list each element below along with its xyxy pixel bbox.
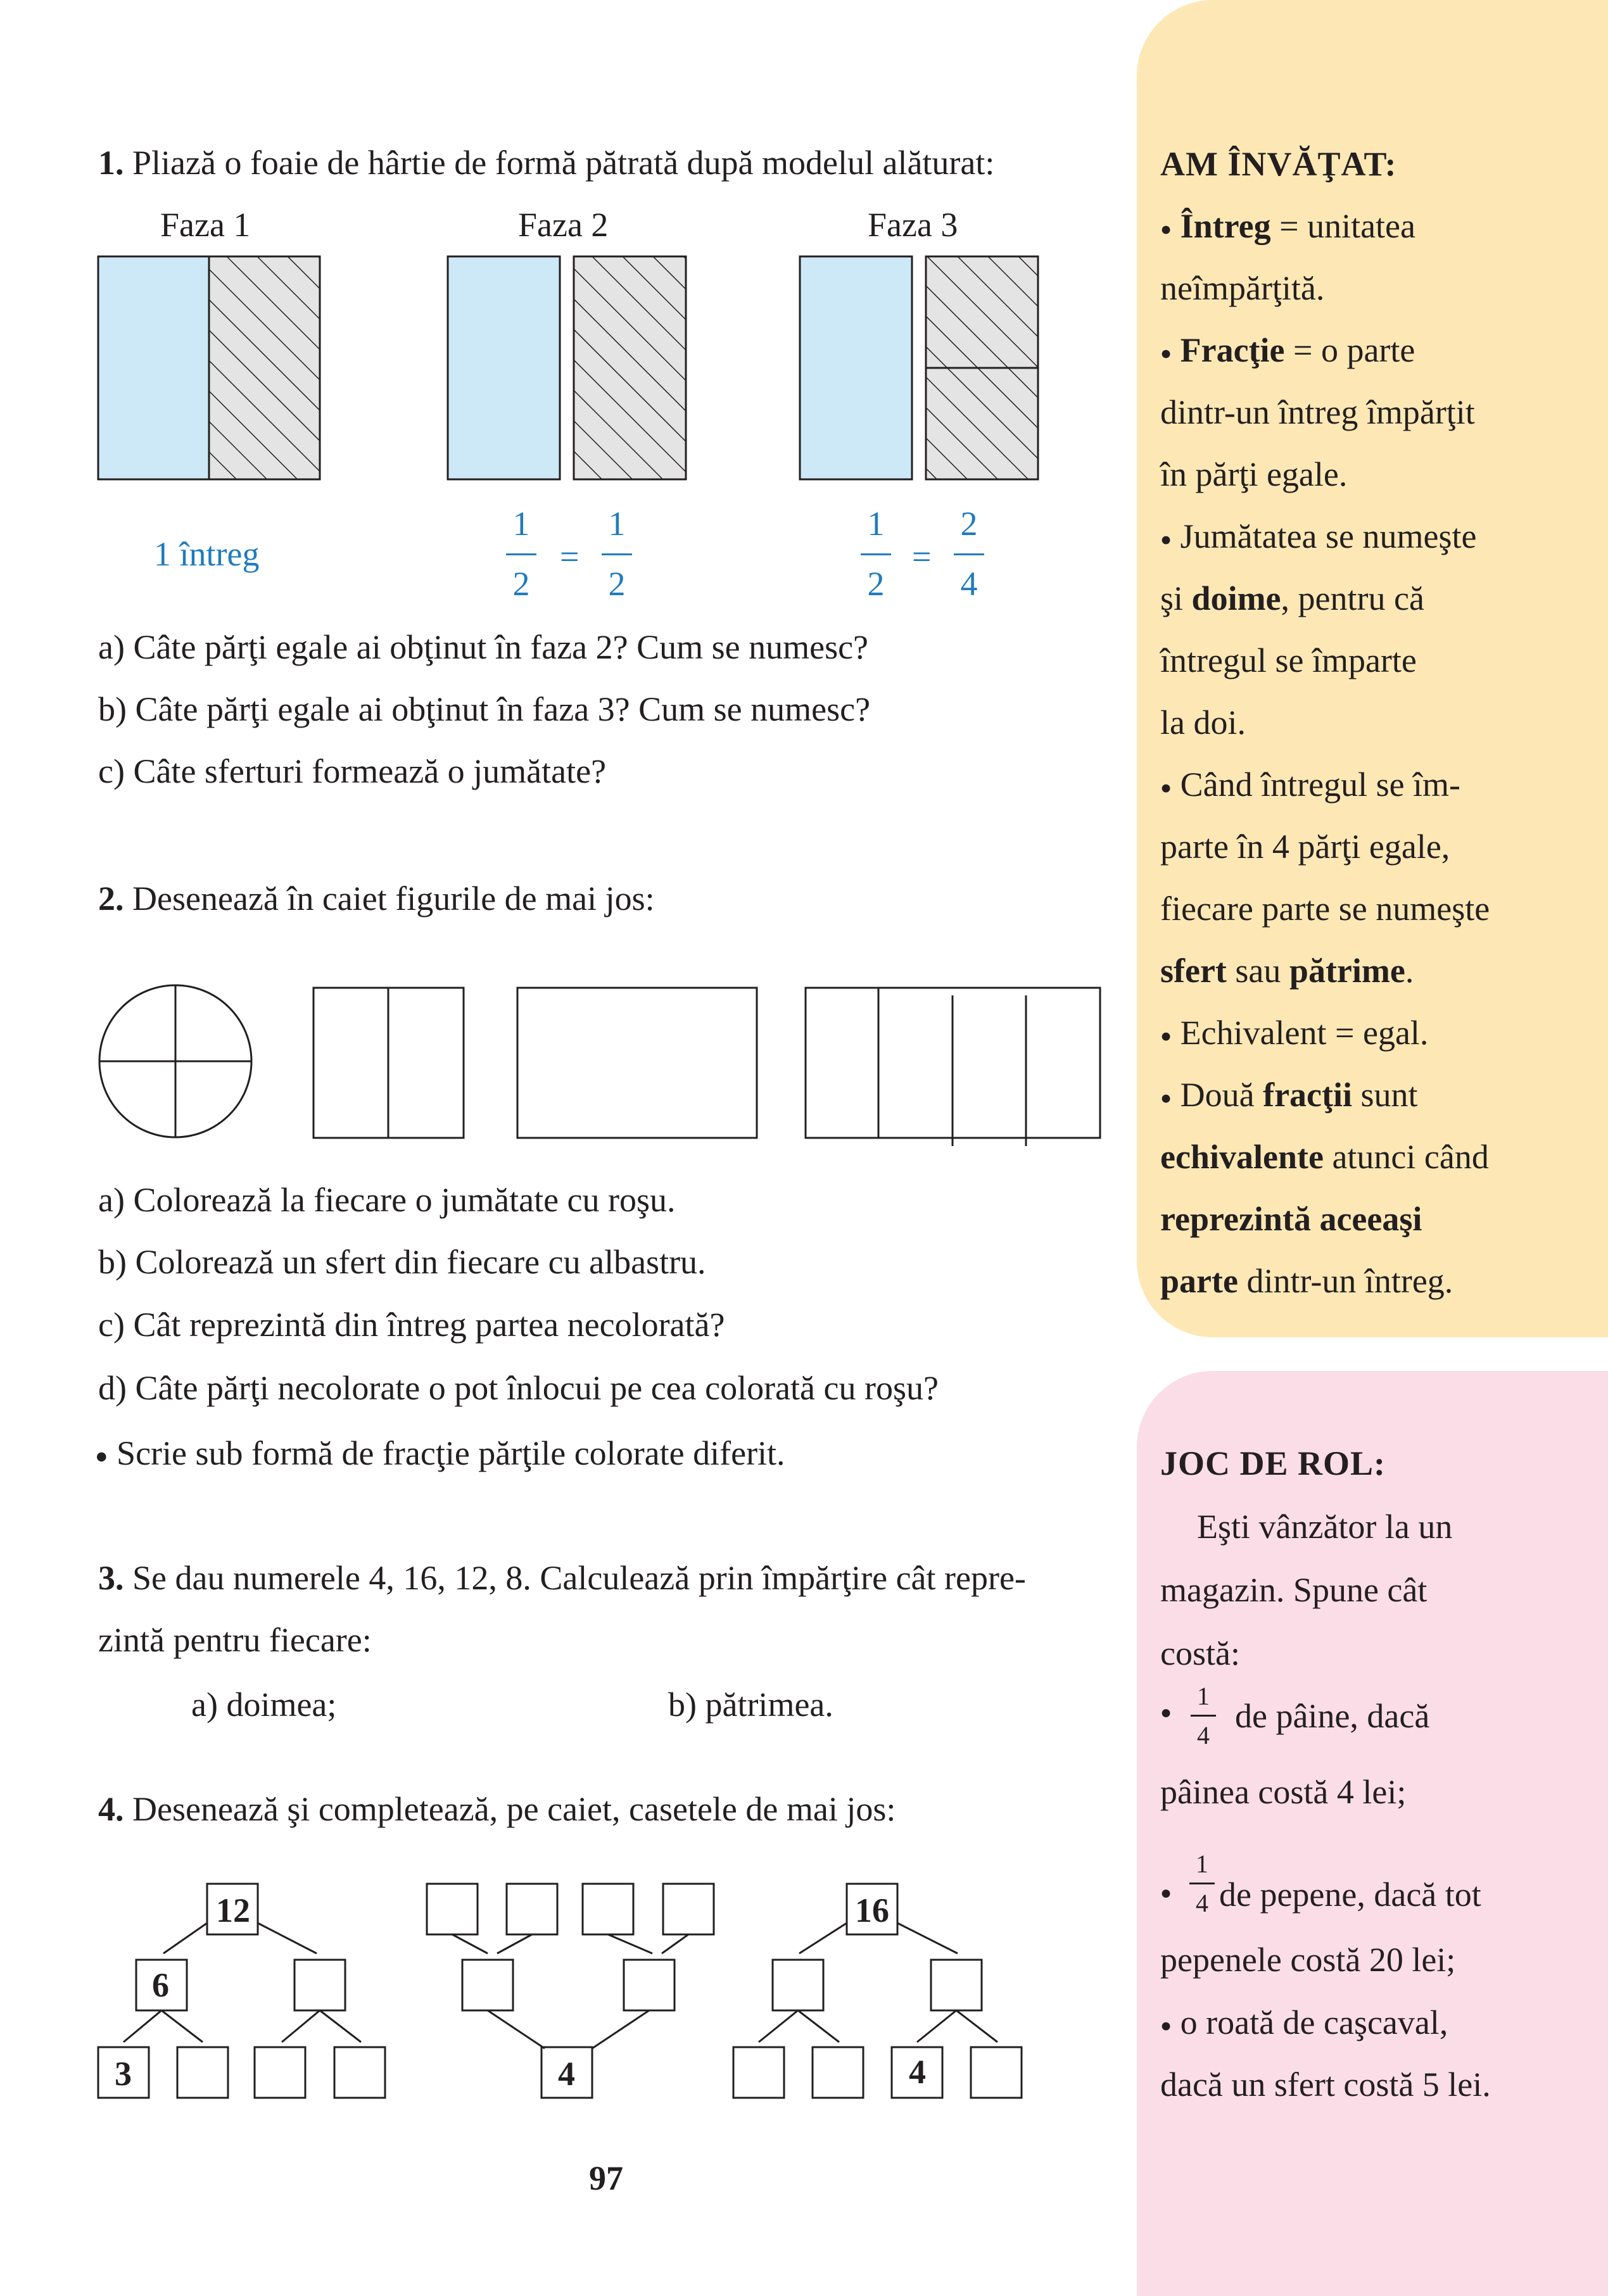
- tree3-leaf-value: 4: [909, 2053, 926, 2091]
- bullet-icon: ●: [1160, 343, 1172, 364]
- ex4-number: 4.: [98, 1790, 124, 1828]
- role-line: Eşti vânzător la un: [1197, 1508, 1453, 1546]
- learned-line: ● Întreg = unitatea: [1160, 207, 1415, 245]
- equals-sign: =: [912, 538, 932, 576]
- page-number: 97: [589, 2159, 623, 2197]
- learned-line: parte dintr-un întreg.: [1160, 1262, 1453, 1300]
- bullet-icon: ●: [1160, 777, 1172, 798]
- learned-line: dintr-un întreg împărţit: [1160, 393, 1475, 431]
- ex1-number: 1.: [98, 144, 124, 182]
- ex1-text: Pliază o foaie de hârtie de formă pătrată după modelul alăturat:: [123, 144, 995, 182]
- ex3-instruction: [98, 1561, 1026, 1595]
- tree1-mid-value: 6: [152, 1966, 169, 2004]
- ex2-divided-rectangle: [806, 988, 1100, 1146]
- ex4-text: Desenează şi completează, pe caiet, casetele de mai jos:: [123, 1790, 896, 1828]
- ex2-instruction: [98, 881, 655, 916]
- ex3-option-a: a) doimea;: [191, 1686, 337, 1724]
- learned-line: la doi.: [1160, 703, 1246, 741]
- learned-line: fiecare parte se numeşte: [1160, 890, 1490, 928]
- phase1-label: Faza 1: [160, 206, 251, 244]
- phase3-label: Faza 3: [868, 206, 958, 244]
- learned-line: parte în 4 părţi egale,: [1160, 828, 1450, 866]
- bullet-icon: ●: [1160, 218, 1172, 240]
- role-line: pepenele costă 20 lei;: [1160, 1941, 1456, 1979]
- bullet-icon: ●: [1160, 1025, 1172, 1047]
- tree1-leaf-value: 3: [115, 2055, 132, 2093]
- tree1-root-value: 12: [216, 1891, 250, 1929]
- learned-line: ● Jumătatea se numeşte: [1160, 517, 1477, 555]
- ex2-rectangle: [517, 988, 757, 1138]
- role-line: ● o roată de caşcaval,: [1160, 2003, 1448, 2041]
- ex2-question-e: ● Scrie sub formă de fracţie părţile colorate diferit.: [95, 1434, 785, 1472]
- phase2-figure: [448, 256, 686, 479]
- ex1-instruction: [98, 146, 994, 180]
- ex3-option-b: b) pătrimea.: [668, 1686, 833, 1724]
- ex2-question-a: a) Colorează la fiecare o jumătate cu roşu.: [98, 1181, 676, 1219]
- equals-sign: =: [560, 538, 579, 576]
- learned-line: şi doime, pentru că: [1160, 579, 1424, 617]
- ex4-instruction: [98, 1792, 896, 1826]
- learned-line: ● Două fracţii sunt: [1160, 1076, 1418, 1114]
- ex2-question-c: c) Cât reprezintă din întreg partea necolorată?: [98, 1306, 725, 1344]
- fraction-phase3-left: 1 2: [857, 507, 895, 601]
- role-line: pâinea costă 4 lei;: [1160, 1773, 1407, 1811]
- learned-line: neîmpărţită.: [1160, 269, 1325, 307]
- ex3-text: Se dau numerele 4, 16, 12, 8. Calculează prin împărţire cât repre-: [123, 1559, 1026, 1597]
- role-fraction-2: 1 4: [1189, 1849, 1215, 1918]
- ex3-text-line2: zintă pentru fiecare:: [98, 1621, 372, 1659]
- role-line: dacă un sfert costă 5 lei.: [1160, 2066, 1491, 2104]
- ex1-question-b: b) Câte părţi egale ai obţinut în faza 3? Cum se numesc?: [98, 690, 871, 728]
- learned-line: echivalente atunci când: [1160, 1138, 1489, 1176]
- ex3-number: 3.: [98, 1559, 124, 1597]
- role-line: costă:: [1160, 1634, 1240, 1672]
- role-line: de pepene, dacă tot: [1219, 1876, 1481, 1914]
- ex2-number: 2.: [98, 880, 124, 918]
- learned-line: în părţi egale.: [1160, 455, 1348, 493]
- ex2-question-b: b) Colorează un sfert din fiecare cu albastru.: [98, 1243, 706, 1281]
- ex2-circle: [99, 985, 251, 1137]
- tree3-root-value: 16: [855, 1891, 889, 1929]
- ex2-question-d: d) Câte părţi necolorate o pot înlocui pe cea colorată cu roşu?: [98, 1369, 939, 1407]
- bullet-icon: ●: [1160, 1883, 1172, 1903]
- fraction-phase3-right: 2 4: [950, 507, 988, 601]
- bullet-icon: ●: [1160, 1702, 1172, 1723]
- bullet-icon: ●: [1160, 1087, 1172, 1109]
- role-title: JOC DE ROL:: [1160, 1444, 1386, 1482]
- whole-label: 1 întreg: [154, 535, 260, 573]
- learned-line: ● Când întregul se îm-: [1160, 766, 1461, 804]
- bullet-icon: ●: [1160, 529, 1172, 550]
- fraction-phase2-left: 1 2: [502, 507, 540, 601]
- learned-line: reprezintă aceeaşi: [1160, 1200, 1422, 1238]
- role-line: magazin. Spune cât: [1160, 1571, 1428, 1609]
- phase2-label: Faza 2: [518, 206, 609, 244]
- tree2-bottom-value: 4: [558, 2055, 575, 2093]
- role-line: de pâine, dacă: [1235, 1697, 1430, 1735]
- learned-line: întregul se împarte: [1160, 641, 1417, 679]
- learned-line: ● Fracţie = o parte: [1160, 331, 1415, 369]
- learned-line: sfert sau pătrime.: [1160, 952, 1414, 990]
- fraction-phase2-right: 1 2: [598, 507, 636, 601]
- learned-line: ● Echivalent = egal.: [1160, 1014, 1429, 1052]
- bullet-icon: ●: [95, 1444, 108, 1468]
- ex1-question-a: a) Câte părţi egale ai obţinut în faza 2? Cum se numesc?: [98, 628, 869, 666]
- ex2-text: Desenează în caiet figurile de mai jos:: [123, 880, 655, 918]
- ex1-question-c: c) Câte sferturi formează o jumătate?: [98, 752, 607, 790]
- phase1-figure: [98, 256, 320, 479]
- phase3-figure: [800, 256, 1038, 479]
- learned-title: AM ÎNVĂŢAT:: [1160, 145, 1397, 183]
- bullet-icon: ●: [1160, 2015, 1172, 2036]
- role-fraction-1: 1 4: [1191, 1681, 1216, 1750]
- ex2-square: [313, 988, 464, 1138]
